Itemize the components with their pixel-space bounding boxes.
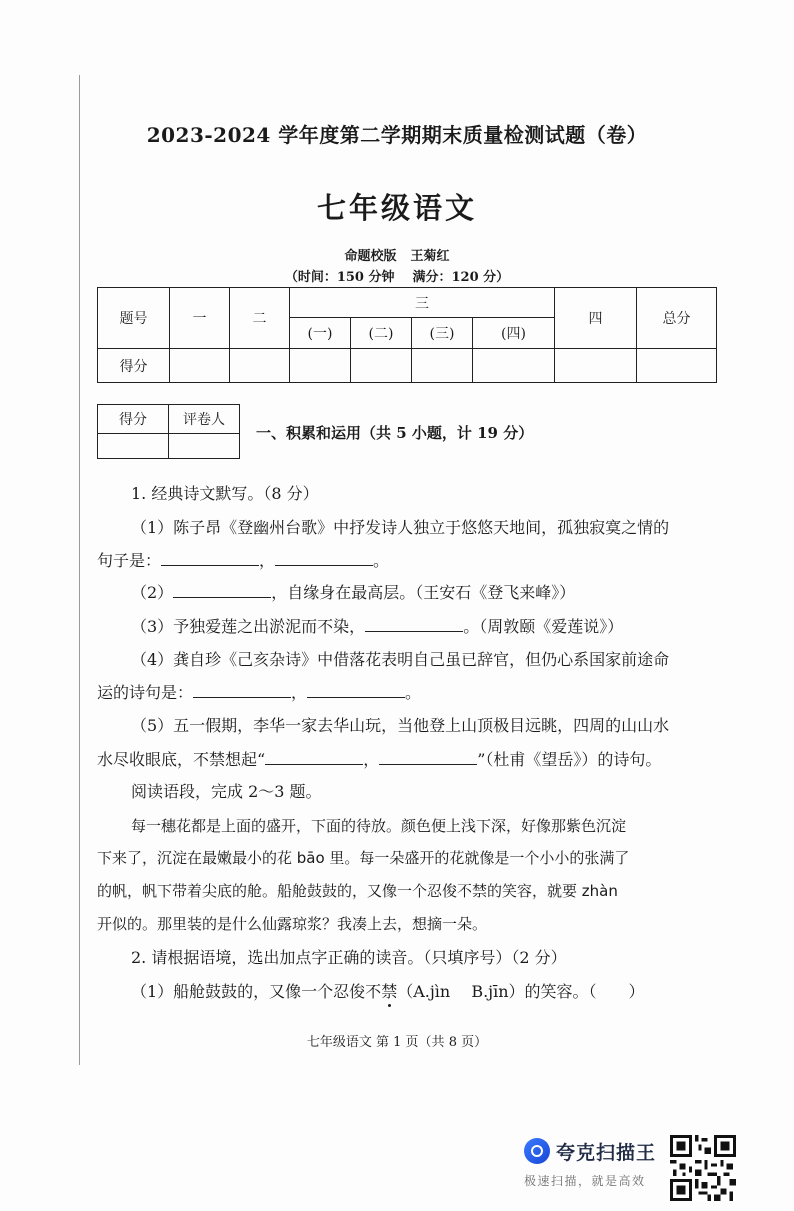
time-score-line: [0, 266, 794, 285]
score-cell: [412, 349, 473, 383]
q1-item-4-line-2: 运的诗句是： ， 。: [97, 683, 422, 702]
qr-code-icon: [670, 1135, 736, 1201]
part-3-sub-2: (二): [351, 318, 412, 349]
q1-item-1-line-1: （1）陈子昂《登幽州台歌》中抒发诗人独立于悠悠天地间，孤独寂寞之情的: [131, 518, 670, 537]
q1-item-2: （2） ，自缘身在最高层。（王安石《登飞来峰》）: [131, 583, 576, 602]
q1-item-5-line-2: 水尽收眼底，不禁想起“ ， ”（杜甫《望岳》）的诗句。: [97, 750, 662, 769]
grader-name-cell: [169, 434, 240, 459]
answer-blank[interactable]: [275, 550, 373, 566]
subject-title: 七年级语文: [316, 191, 477, 225]
reading-passage-line-2: 下来了，沉淀在最嫩最小的花 bāo 里。每一朵盛开的花就像是一个小小的张满了: [97, 849, 630, 867]
exam-title: 2023-2024 学年度第二学期期末质量检测试题（卷）: [146, 123, 648, 147]
score-cell: [170, 349, 230, 383]
reading-passage-line-3: 的帆，帆下带着尖底的舱。船舱鼓鼓的，又像一个忍俊不禁的笑容，就要 zhàn: [97, 882, 618, 900]
author-line: [0, 245, 794, 264]
score-cell: [230, 349, 290, 383]
q2-item-1: （1）船舱鼓鼓的，又像一个忍俊不禁（A.jìn B.jīn）的笑容。（ ）: [131, 982, 645, 1001]
part-1-header: 一: [170, 288, 230, 349]
scanner-slogan: 极速扫描，就是高效: [524, 1174, 646, 1188]
scanner-brand: 夸克扫描王: [556, 1142, 657, 1164]
author-label: 命题校版: [344, 249, 397, 264]
answer-blank[interactable]: [161, 550, 259, 566]
reading-passage-line-1: 每一穗花都是上面的盛开，下面的待放。颜色便上浅下深，好像那紫色沉淀: [131, 817, 627, 835]
part-2-header: 二: [230, 288, 290, 349]
score-cell: [555, 349, 637, 383]
reading-intro: 阅读语段，完成 2～3 题。: [131, 782, 322, 801]
full-score: 满分：120 分）: [412, 270, 510, 285]
score-table: [97, 287, 717, 383]
q1-item-1-line-2: 句子是： ， 。: [97, 551, 390, 570]
score-cell: [290, 349, 351, 383]
q1-item-5-line-1: （5）五一假期，李华一家去华山玩，当他登上山顶极目远眺，四周的山山水: [131, 716, 670, 735]
q1-item-4-line-1: （4）龚自珍《己亥杂诗》中借落花表明自己虽已辞官，但仍心系国家前途命: [131, 650, 670, 669]
section-heading: 一、积累和运用（共 5 小题，计 19 分）: [256, 424, 534, 442]
q1-item-3: （3）予独爱莲之出淤泥而不染， 。（周敦颐《爱莲说》）: [131, 617, 624, 636]
time-limit: （时间：150 分钟: [284, 270, 395, 285]
score-cell: [637, 349, 717, 383]
author-name: 王菊红: [410, 249, 450, 264]
score-cell: [351, 349, 412, 383]
grader-name-label: 评卷人: [169, 405, 240, 434]
question-number-header: 题号: [98, 288, 170, 349]
reading-passage-line-4: 开似的。那里装的是什么仙露琼浆？我凑上去，想摘一朵。: [97, 915, 488, 933]
answer-blank[interactable]: [265, 749, 363, 765]
part-3-sub-1: (一): [290, 318, 351, 349]
score-row-label: 得分: [98, 349, 170, 383]
answer-blank[interactable]: [379, 749, 477, 765]
page-footer: 七年级语文 第 1 页（共 8 页）: [306, 1035, 488, 1050]
answer-blank[interactable]: [365, 616, 463, 632]
part-4-header: 四: [555, 288, 637, 349]
scanner-logo-icon: [524, 1138, 550, 1164]
part-3-header: 三: [290, 288, 555, 318]
total-header: 总分: [637, 288, 717, 349]
part-3-sub-3: (三): [412, 318, 473, 349]
grader-box: [97, 404, 240, 459]
score-cell: [473, 349, 555, 383]
question-1-title: 1. 经典诗文默写。（8 分）: [131, 484, 319, 503]
grader-score-cell: [98, 434, 169, 459]
question-2-title: 2. 请根据语境，选出加点字正确的读音。（只填序号）（2 分）: [131, 948, 567, 967]
answer-blank[interactable]: [307, 682, 405, 698]
grader-score-label: 得分: [98, 405, 169, 434]
part-3-sub-4: (四): [473, 318, 555, 349]
dotted-character: 禁: [381, 982, 398, 1001]
answer-blank[interactable]: [193, 682, 291, 698]
answer-blank[interactable]: [173, 582, 271, 598]
